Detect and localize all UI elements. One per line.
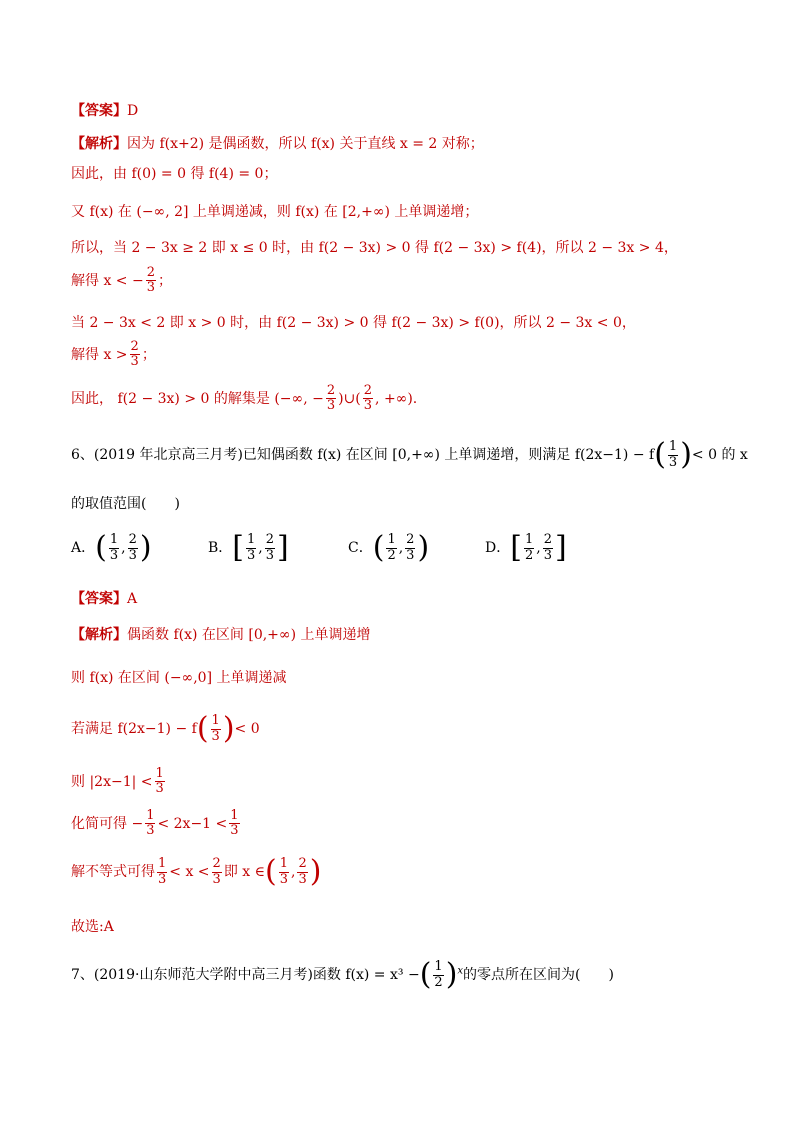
analysis-line-4: 所以，当 2 − 3x ≥ 2 即 x ≤ 0 时，由 f(2 − 3x) > 0 得 f(2 − 3x) > f(4)，所以 2 − 3x > 4， [71,240,678,256]
fraction: $\frac{1}{3}$ [230,808,239,839]
analysis-2-line-1: 【解析】偶函数 f(x) 在区间 [0,+∞) 上单调递增 [71,627,371,643]
analysis-2-line-7: 故选:A [71,919,114,935]
fraction: $\frac{1}{3}$ [211,713,220,744]
question-6-stem: 6、(2019 年北京高三月考)已知偶函数 f(x) 在区间 [0,+∞) 上单调递增，则满足 f(2x−1) − f( $\frac{1}{3}$ )< 0 的 x [71,437,748,472]
option-b[interactable]: B．[ $\frac{1}{3}$ , $\frac{2}{3}$ ] [208,530,289,565]
analysis-line-7: 解得 x > $\frac{2}{3}$ ； [71,339,156,370]
answer-line-2 [71,592,137,606]
fraction: $\frac{2}{3}$ [130,339,139,370]
fraction: $\frac{2}{3}$ [363,383,373,414]
analysis-line-6: 当 2 − 3x < 2 即 x > 0 时，由 f(2 − 3x) > 0 得 f(2 − 3x) > f(0)，所以 2 − 3x < 0， [71,315,636,331]
answer-line-1 [71,104,138,118]
fraction: $\frac{2}{3}$ [146,265,155,296]
answer-tag: 【答案】 [71,591,127,607]
analysis-2-line-5: 化简可得 − $\frac{1}{3}$ < 2x−1 < $\frac{1}{3}$ [71,808,239,839]
fraction: $\frac{2}{3}$ [326,383,336,414]
fraction: $\frac{1}{3}$ [158,856,167,887]
option-d[interactable]: D．[ $\frac{1}{2}$ , $\frac{2}{3}$ ] [485,530,567,565]
analysis-2-line-6: 解不等式可得 $\frac{1}{3}$ < x < $\frac{2}{3}$ 即 x ∈( $\frac{1}{3}$ , $\frac{2}{3}$ ) [71,854,322,889]
fraction: $\frac{2}{3}$ [298,856,307,887]
analysis-2-line-4: 则 |2x−1| < $\frac{1}{3}$ [71,766,164,797]
answer-value: D [127,103,139,119]
analysis-line-5: 解得 x < − $\frac{2}{3}$ ； [71,265,172,296]
option-a[interactable]: A．( $\frac{1}{3}$ , $\frac{2}{3}$ ) [71,530,152,565]
fraction: $\frac{1}{3}$ [155,766,164,797]
fraction: $\frac{1}{3}$ [279,856,288,887]
fraction: $\frac{1}{3}$ [146,808,155,839]
question-7-stem: 7、(2019·山东师范大学附中高三月考)函数 f(x) = x³ −( $\frac{1}{2}$ )$^x$的零点所在区间为( ) [71,957,614,992]
option-c[interactable]: C．( $\frac{1}{2}$ , $\frac{2}{3}$ ) [348,530,430,565]
fraction: $\frac{1}{2}$ [434,959,443,990]
question-6-options [71,530,731,573]
fraction: $\frac{1}{3}$ [668,439,678,470]
analysis-tag: 【解析】 [71,136,127,152]
analysis-2-line-3: 若满足 f(2x−1) − f( $\frac{1}{3}$ )< 0 [71,711,260,746]
question-6-line-2: 的取值范围( ) [71,496,180,512]
analysis-tag: 【解析】 [71,627,127,643]
analysis-line-1: 【解析】因为 f(x+2) 是偶函数，所以 f(x) 关于直线 x = 2 对称； [71,136,484,152]
analysis-line-2: 因此，由 f(0) = 0 得 f(4) = 0； [71,166,278,182]
analysis-line-8: 因此， f(2 − 3x) > 0 的解集是 (−∞, − $\frac{2}{3}$ )∪( $\frac{2}{3}$ , +∞). [71,383,418,414]
analysis-2-line-2: 则 f(x) 在区间 (−∞,0] 上单调递减 [71,670,287,686]
analysis-line-3: 又 f(x) 在 (−∞, 2] 上单调递减，则 f(x) 在 [2,+∞) 上单调递增； [71,204,479,220]
answer-value: A [127,591,138,607]
fraction: $\frac{2}{3}$ [212,856,221,887]
answer-tag: 【答案】 [71,103,127,119]
